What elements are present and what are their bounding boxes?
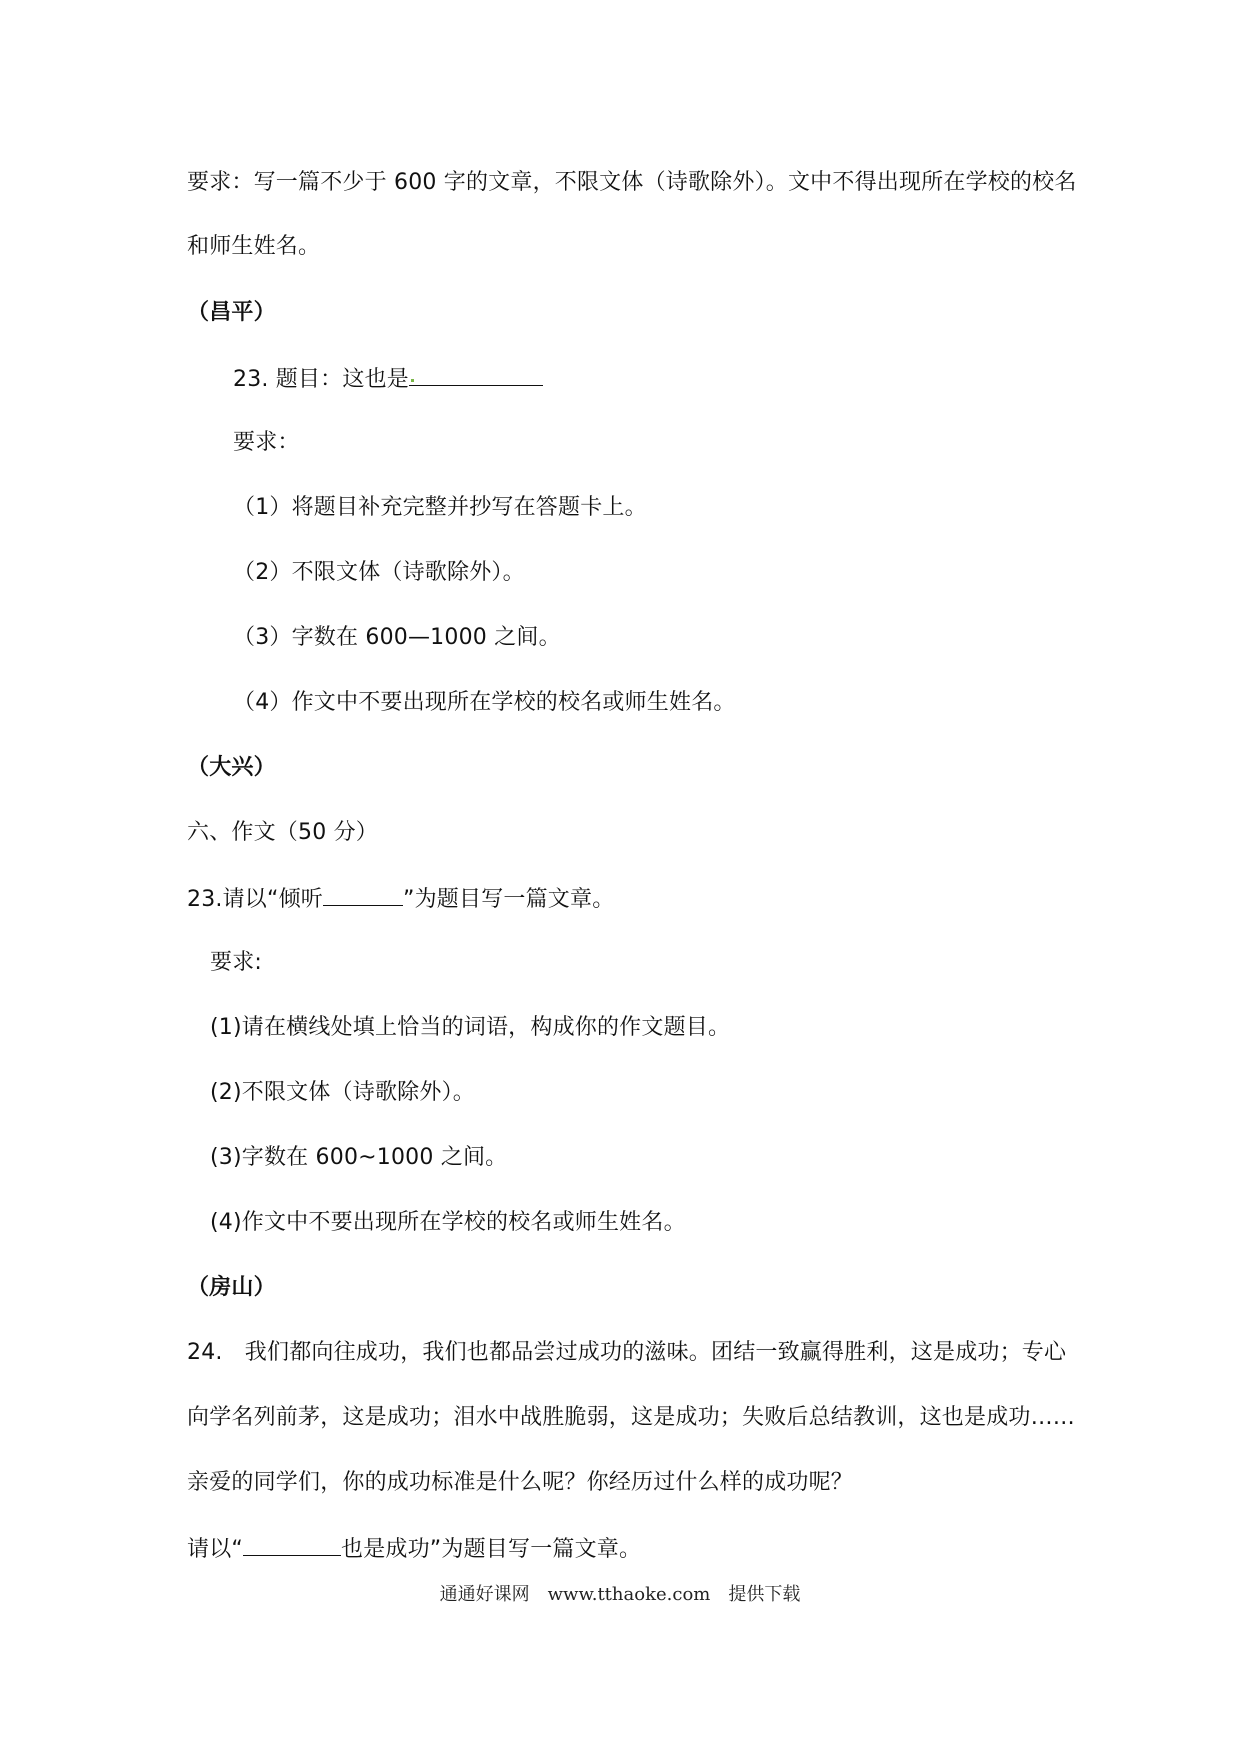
requirement-item-1: （1）将题目补充完整并抄写在答题卡上。	[233, 495, 647, 520]
answer-blank	[243, 1533, 341, 1556]
question-23-changping-text: 23. 题目：这也是	[233, 367, 409, 392]
requirement-item-4: (4)作文中不要出现所在学校的校名或师生姓名。	[210, 1210, 686, 1235]
answer-blank	[323, 883, 403, 906]
requirement-line-2: 和师生姓名。	[187, 234, 321, 259]
requirement-item-2: (2)不限文体（诗歌除外）。	[210, 1080, 475, 1105]
heading-fangshan: （房山）	[187, 1275, 276, 1300]
section-title: 六、作文（50 分）	[187, 820, 378, 845]
question-23-daxing	[187, 883, 614, 915]
paragraph-line-2: 向学名列前茅，这是成功；泪水中战胜脆弱，这是成功；失败后总结教训，这也是成功……	[187, 1405, 1076, 1430]
footer-text: 通通好课网 www.tthaoke.com 提供下载	[439, 1584, 801, 1605]
requirement-item-3: （3）字数在 600—1000 之间。	[233, 625, 561, 650]
requirement-item-1: (1)请在横线处填上恰当的词语，构成你的作文题目。	[210, 1015, 731, 1040]
paragraph-line-3: 亲爱的同学们，你的成功标准是什么呢？你经历过什么样的成功呢？	[187, 1470, 854, 1495]
answer-blank	[409, 363, 543, 386]
mark-dot	[411, 379, 414, 382]
heading-changping: （昌平）	[187, 300, 276, 325]
question-23-changping	[233, 363, 543, 395]
requirement-item-2: （2）不限文体（诗歌除外）。	[233, 560, 525, 585]
requirement-item-3: (3)字数在 600~1000 之间。	[210, 1145, 508, 1170]
paragraph-line-1: 24. 我们都向往成功，我们也都品尝过成功的滋味。团结一致赢得胜利，这是成功；专心	[187, 1340, 1067, 1365]
paragraph-line-4	[187, 1533, 641, 1565]
heading-daxing: （大兴）	[187, 755, 276, 780]
prompt-suffix: 也是成功”为题目写一篇文章。	[341, 1537, 642, 1562]
requirement-item-4: （4）作文中不要出现所在学校的校名或师生姓名。	[233, 690, 736, 715]
requirement-label-daxing: 要求:	[210, 950, 263, 975]
question-23-daxing-suffix: ”为题目写一篇文章。	[403, 887, 615, 912]
question-23-daxing-prefix: 23.请以“倾听	[187, 887, 323, 912]
prompt-prefix: 请以“	[187, 1537, 243, 1562]
requirement-label-changping: 要求：	[233, 430, 300, 455]
requirement-line-1: 要求：写一篇不少于 600 字的文章，不限文体（诗歌除外）。文中不得出现所在学校的校名	[187, 170, 1077, 195]
